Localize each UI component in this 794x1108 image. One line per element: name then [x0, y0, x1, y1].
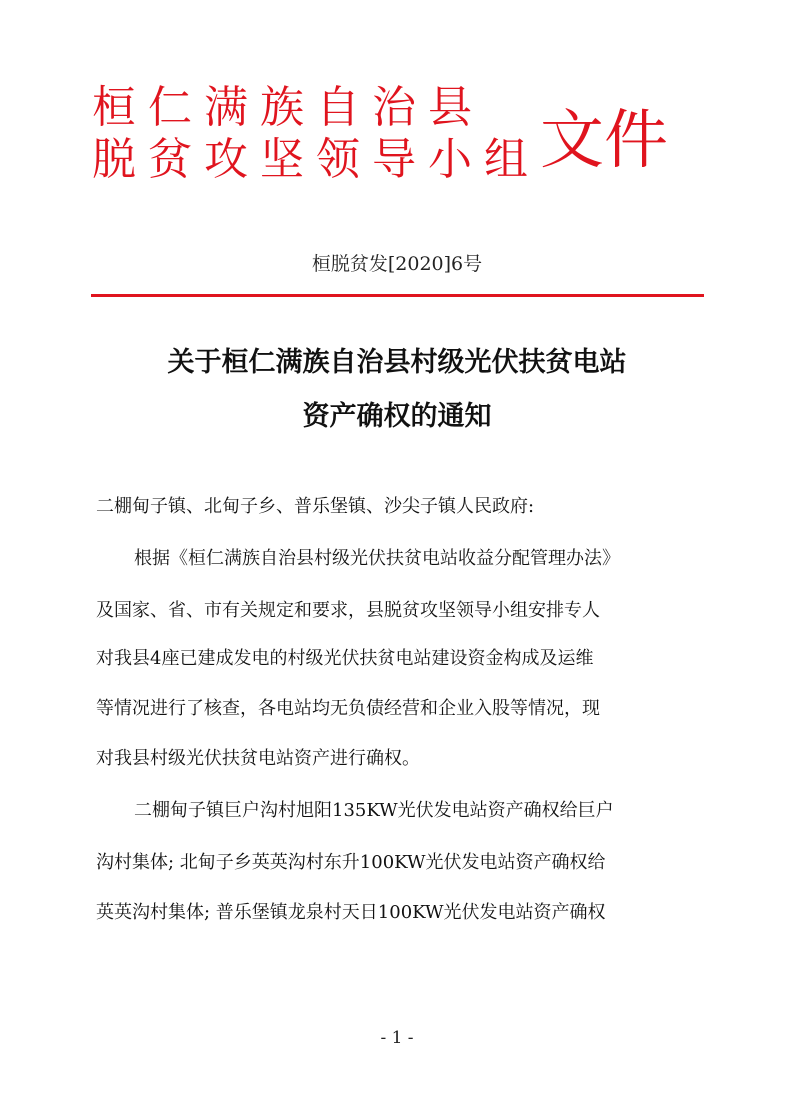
- paragraph-1-line-1: 根据《桓仁满族自治县村级光伏扶贫电站收益分配管理办法》: [134, 548, 620, 569]
- paragraph-2-line-2: 沟村集体; 北甸子乡英英沟村东升100KW光伏发电站资产确权给: [96, 852, 606, 873]
- document-number: 桓脱贫发[2020]6号: [311, 253, 483, 275]
- paragraph-1-line-5: 对我县村级光伏扶贫电站资产进行确权。: [96, 748, 420, 769]
- paragraph-2-line-1: 二棚甸子镇巨户沟村旭阳135KW光伏发电站资产确权给巨户: [134, 800, 614, 821]
- recipient-line: 二棚甸子镇、北甸子乡、普乐堡镇、沙尖子镇人民政府:: [96, 496, 535, 517]
- page-number: - 1 -: [380, 1028, 414, 1048]
- paragraph-1-line-2: 及国家、省、市有关规定和要求，县脱贫攻坚领导小组安排专人: [96, 600, 600, 621]
- issuing-organization: [92, 82, 540, 186]
- title-line-2: 资产确权的通知: [302, 401, 492, 432]
- org-name-line-1: 桓仁满族自治县: [92, 82, 484, 133]
- org-name-line-2: 脱贫攻坚领导小组: [92, 134, 540, 185]
- paragraph-1-line-3: 对我县4座已建成发电的村级光伏扶贫电站建设资金构成及运维: [96, 648, 594, 669]
- red-divider-line: [91, 294, 704, 297]
- paragraph-2-line-3: 英英沟村集体; 普乐堡镇龙泉村天日100KW光伏发电站资产确权: [96, 902, 606, 923]
- document-word: 文件: [540, 104, 668, 178]
- paragraph-1-line-4: 等情况进行了核查，各电站均无负债经营和企业入股等情况，现: [96, 698, 600, 719]
- document-title: [0, 336, 794, 444]
- title-line-1: 关于桓仁满族自治县村级光伏扶贫电站: [167, 347, 627, 378]
